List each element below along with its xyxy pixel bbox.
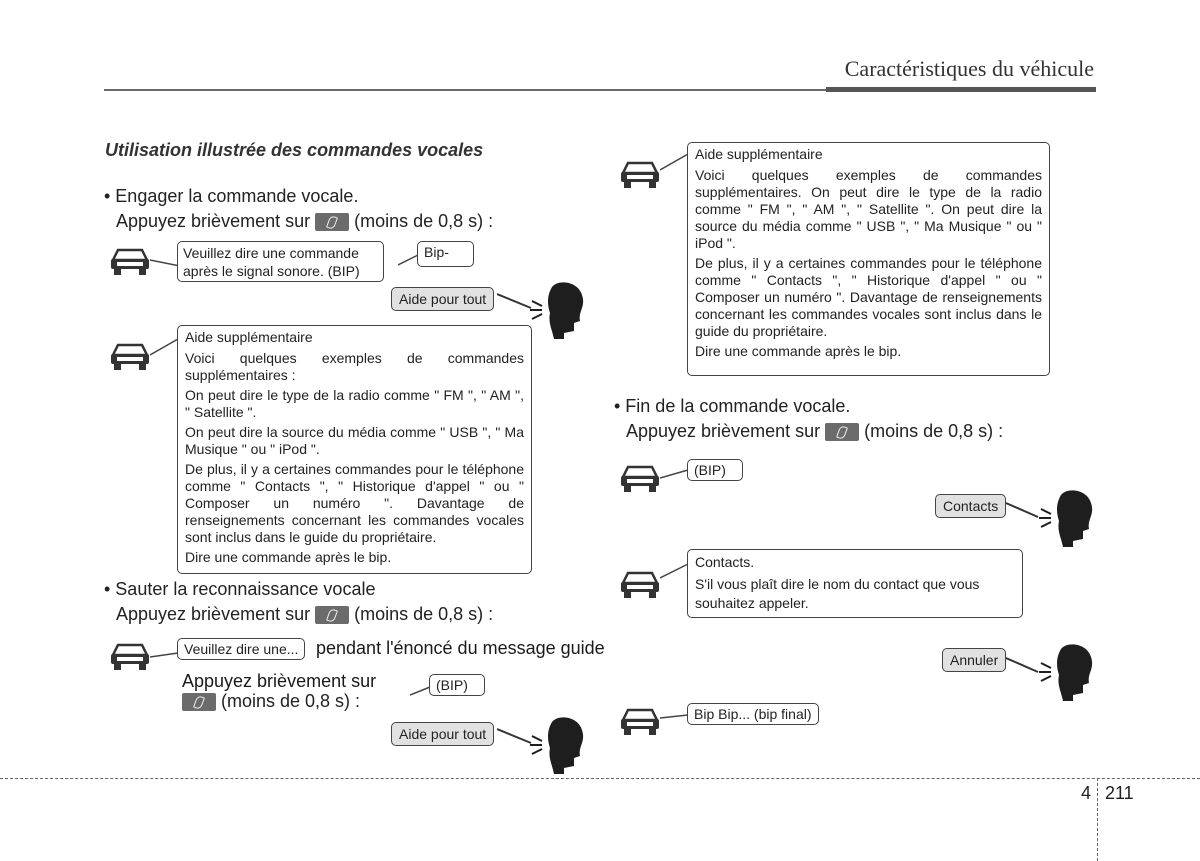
beep-bubble: (BIP) [429, 674, 485, 696]
car-icon [619, 160, 661, 190]
header-title: Caractéristiques du véhicule [844, 56, 1094, 81]
help-para: De plus, il y a certaines commandes pour le téléphone comme " Contacts ", " Historique d'appel " ou " Composer un numéro ". Davantage de renseignements concernant les commandes vocales sont inclus dans le guide du propriétaire. [695, 255, 1042, 339]
instr-prefix: Appuyez brièvement sur [116, 211, 311, 231]
final-beep-bubble: Bip Bip... (bip final) [687, 703, 819, 725]
during-text: pendant l'énoncé du message guide [316, 638, 605, 658]
page-number: 211 [1105, 783, 1134, 803]
speaking-head-icon [1037, 489, 1093, 547]
car-icon [109, 342, 151, 372]
help-para: On peut dire le type de la radio comme " FM ", " AM ", " Satellite ". [185, 387, 524, 420]
footer-divider [1097, 778, 1098, 861]
car-icon [109, 642, 151, 672]
speech-pointer [150, 258, 180, 268]
instr-prefix: Appuyez brièvement sur [116, 604, 311, 624]
user-speech-bubble: Annuler [942, 648, 1006, 672]
reply-line: Contacts. [695, 554, 755, 570]
user-speech-bubble: Aide pour tout [391, 287, 494, 311]
press-instruction-line [177, 691, 360, 712]
prompt-line-2: après le signal sonore. (BIP) [183, 263, 360, 279]
beep-bubble: Bip- [417, 241, 474, 267]
end-bullet: • Fin de la commande vocale. [614, 396, 851, 416]
beep-bubble: (BIP) [687, 459, 743, 481]
footer-rule [0, 778, 1200, 779]
section-number: 4 [1081, 783, 1092, 803]
press-instruction-line: Appuyez brièvement sur [182, 671, 377, 691]
speech-pointer [660, 468, 690, 480]
speech-pointer [1006, 656, 1040, 676]
user-speech-bubble: Aide pour tout [391, 722, 494, 746]
speaking-head-icon [528, 281, 584, 339]
engage-instruction [116, 211, 493, 232]
instr-suffix: (moins de 0,8 s) : [864, 421, 1004, 441]
car-icon [619, 707, 661, 737]
car-icon [619, 464, 661, 494]
talk-button-icon [825, 423, 859, 441]
prompt-line-1: Veuillez dire une commande [183, 245, 359, 261]
speech-pointer [660, 712, 690, 722]
speaking-head-icon [1037, 643, 1093, 701]
instr-suffix: (moins de 0,8 s) : [221, 691, 361, 711]
help-para: Voici quelques exemples de commandes supplémentaires. On peut dire le type de la radio comme " FM ", " AM ", " Satellite ". On peut dire la source du média comme " USB ", " Ma Musique " ou " iPod ". [695, 167, 1042, 251]
instr-suffix: (moins de 0,8 s) : [354, 211, 494, 231]
help-para: De plus, il y a certaines commandes pour le téléphone comme " Contacts ", " Historique d'appel " ou " Composer un numéro ". Davantage de renseignements concernant les commandes vocales sont inclus dans le guide du propriétaire. [185, 461, 524, 545]
reply-bubble [687, 549, 1023, 618]
skip-bullet: • Sauter la reconnaissance vocale [104, 579, 376, 599]
speech-pointer [660, 560, 690, 580]
instr-prefix: Appuyez brièvement sur [626, 421, 821, 441]
talk-button-icon [315, 606, 349, 624]
help-bubble-left [177, 325, 532, 574]
help-para: Voici quelques exemples de commandes supplémentaires : [185, 350, 524, 383]
help-para: Dire une commande après le bip. [695, 343, 902, 359]
speech-pointer [660, 152, 690, 172]
help-bubble-right [687, 142, 1050, 376]
section-title: Utilisation illustrée des commandes vocales [105, 140, 484, 160]
speech-pointer [150, 651, 178, 661]
prompt-bubble [177, 241, 384, 282]
speech-pointer [150, 337, 180, 357]
help-heading: Aide supplémentaire [695, 146, 823, 162]
engage-bullet: • Engager la commande vocale. [104, 186, 359, 206]
help-heading: Aide supplémentaire [185, 329, 313, 345]
prompt-bubble: Veuillez dire une... [177, 638, 305, 660]
end-instruction [626, 421, 1003, 442]
talk-button-icon [182, 693, 216, 711]
help-para: On peut dire la source du média comme " USB ", " Ma Musique " ou " iPod ". [185, 424, 524, 457]
speech-pointer [1006, 501, 1040, 521]
header-rule-accent [826, 87, 1096, 92]
speaking-head-icon [528, 716, 584, 774]
user-speech-bubble: Contacts [935, 494, 1006, 518]
car-icon [619, 570, 661, 600]
reply-line: S'il vous plaît dire le nom du contact que vous souhaitez appeler. [695, 576, 980, 611]
car-icon [109, 247, 151, 277]
instr-suffix: (moins de 0,8 s) : [354, 604, 494, 624]
talk-button-icon [315, 213, 349, 231]
help-para: Dire une commande après le bip. [185, 549, 392, 565]
skip-instruction [116, 604, 493, 625]
